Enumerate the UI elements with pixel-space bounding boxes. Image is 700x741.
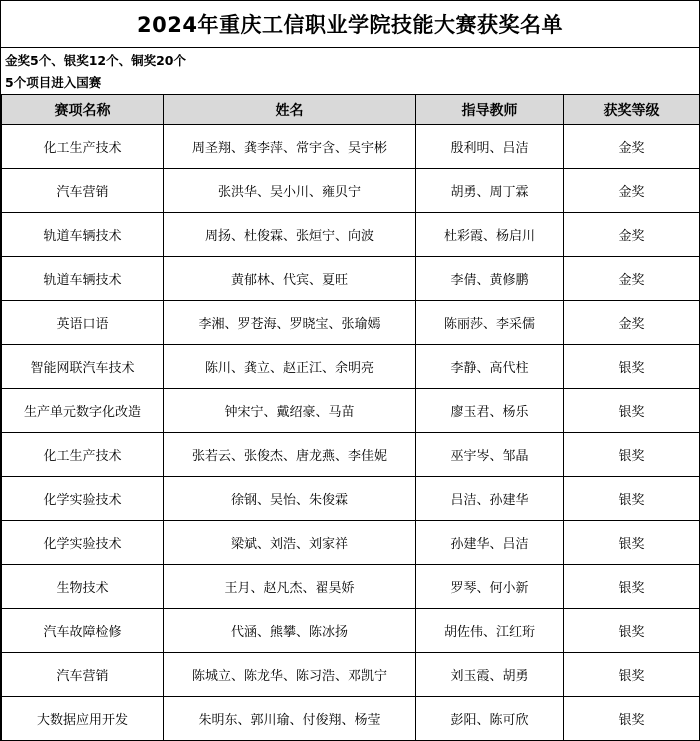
cell-award-level: 银奖	[564, 521, 700, 565]
cell-competition: 汽车营销	[2, 653, 164, 697]
cell-instructor: 胡佐伟、江红珩	[416, 609, 564, 653]
cell-names: 黄郁林、代宾、夏旺	[164, 257, 416, 301]
cell-instructor: 廖玉君、杨乐	[416, 389, 564, 433]
table-row	[2, 257, 700, 301]
cell-instructor: 殷利明、吕洁	[416, 125, 564, 169]
table-row	[2, 345, 700, 389]
cell-names: 陈川、龚立、赵正江、余明亮	[164, 345, 416, 389]
cell-award-level: 银奖	[564, 609, 700, 653]
cell-competition: 化工生产技术	[2, 433, 164, 477]
header-award-level: 获奖等级	[564, 95, 700, 125]
cell-award-level: 金奖	[564, 301, 700, 345]
cell-competition: 轨道车辆技术	[2, 257, 164, 301]
header-names: 姓名	[164, 95, 416, 125]
table-row	[2, 697, 700, 741]
table-row	[2, 301, 700, 345]
cell-competition: 生物技术	[2, 565, 164, 609]
cell-instructor: 胡勇、周丁霖	[416, 169, 564, 213]
cell-competition: 英语口语	[2, 301, 164, 345]
cell-names: 张若云、张俊杰、唐龙燕、李佳妮	[164, 433, 416, 477]
cell-instructor: 巫宇岑、邹晶	[416, 433, 564, 477]
table-row	[2, 213, 700, 257]
cell-competition: 化学实验技术	[2, 521, 164, 565]
cell-competition: 化工生产技术	[2, 125, 164, 169]
cell-names: 王月、赵凡杰、翟昊娇	[164, 565, 416, 609]
header-competition: 赛项名称	[2, 95, 164, 125]
header-row	[2, 95, 700, 125]
table-row	[2, 653, 700, 697]
cell-names: 梁斌、刘浩、刘家祥	[164, 521, 416, 565]
cell-award-level: 银奖	[564, 477, 700, 521]
cell-instructor: 李静、高代柱	[416, 345, 564, 389]
table-row	[2, 477, 700, 521]
cell-names: 周圣翔、龚李萍、常宇含、吴宇彬	[164, 125, 416, 169]
cell-award-level: 银奖	[564, 345, 700, 389]
table-row	[2, 125, 700, 169]
cell-instructor: 李倩、黄修鹏	[416, 257, 564, 301]
cell-names: 徐钢、吴怡、朱俊霖	[164, 477, 416, 521]
cell-instructor: 罗琴、何小新	[416, 565, 564, 609]
cell-instructor: 刘玉霞、胡勇	[416, 653, 564, 697]
cell-award-level: 银奖	[564, 433, 700, 477]
cell-names: 朱明东、郭川瑜、付俊翔、杨莹	[164, 697, 416, 741]
cell-award-level: 银奖	[564, 697, 700, 741]
cell-competition: 生产单元数字化改造	[2, 389, 164, 433]
cell-competition: 大数据应用开发	[2, 697, 164, 741]
cell-names: 钟宋宁、戴绍豪、马苗	[164, 389, 416, 433]
table-row	[2, 389, 700, 433]
table-row	[2, 521, 700, 565]
cell-instructor: 杜彩霞、杨启川	[416, 213, 564, 257]
table-row	[2, 433, 700, 477]
cell-instructor: 吕洁、孙建华	[416, 477, 564, 521]
cell-instructor: 彭阳、陈可欣	[416, 697, 564, 741]
table-row	[2, 565, 700, 609]
table-row	[2, 609, 700, 653]
cell-competition: 智能网联汽车技术	[2, 345, 164, 389]
cell-award-level: 银奖	[564, 653, 700, 697]
cell-names: 陈城立、陈龙华、陈习浩、邓凯宁	[164, 653, 416, 697]
table-row	[2, 169, 700, 213]
cell-competition: 化学实验技术	[2, 477, 164, 521]
cell-names: 周扬、杜俊霖、张烜宁、向波	[164, 213, 416, 257]
cell-award-level: 银奖	[564, 389, 700, 433]
cell-instructor: 陈丽莎、李采儒	[416, 301, 564, 345]
header-instructor: 指导教师	[416, 95, 564, 125]
national-summary: 5个项目进入国赛	[5, 75, 102, 90]
cell-names: 李湘、罗苍海、罗晓宝、张瑜嫣	[164, 301, 416, 345]
cell-award-level: 金奖	[564, 213, 700, 257]
cell-award-level: 金奖	[564, 169, 700, 213]
sheet-title: 2024年重庆工信职业学院技能大赛获奖名单	[1, 0, 699, 48]
awards-table	[1, 94, 700, 741]
cell-competition: 汽车故障检修	[2, 609, 164, 653]
cell-award-level: 银奖	[564, 565, 700, 609]
cell-names: 代涵、熊攀、陈冰扬	[164, 609, 416, 653]
cell-competition: 轨道车辆技术	[2, 213, 164, 257]
cell-instructor: 孙建华、吕洁	[416, 521, 564, 565]
cell-competition: 汽车营销	[2, 169, 164, 213]
cell-names: 张洪华、吴小川、雍贝宁	[164, 169, 416, 213]
cell-award-level: 金奖	[564, 257, 700, 301]
award-summary: 金奖5个、银奖12个、铜奖20个	[5, 53, 186, 68]
cell-award-level: 金奖	[564, 125, 700, 169]
